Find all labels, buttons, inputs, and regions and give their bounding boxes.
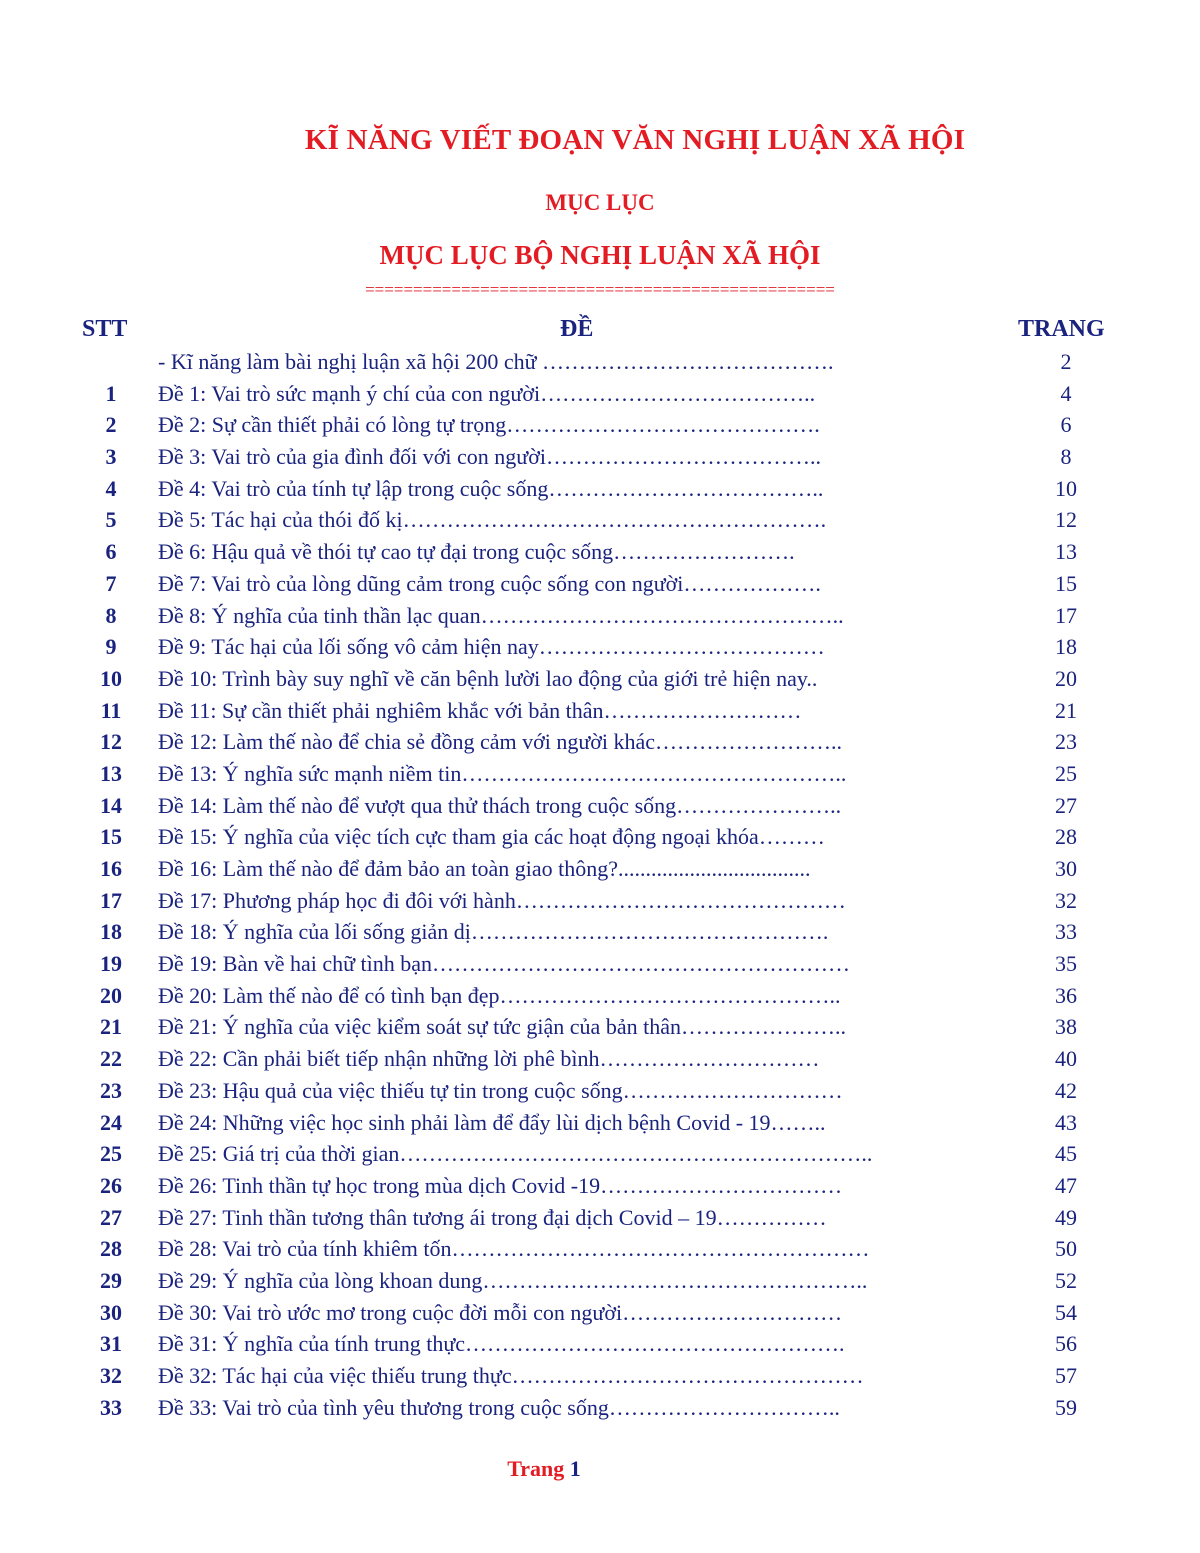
- toc-row: [0, 1360, 1200, 1392]
- toc-row: [0, 885, 1200, 917]
- toc-row-number: 7: [105, 570, 117, 596]
- toc-row-title: Đề 27: Tinh thần tương thân tương ái trong đại dịch Covid – 19……………: [158, 1204, 827, 1230]
- toc-row-number: 14: [100, 792, 122, 818]
- toc-row-title: Đề 7: Vai trò của lòng dũng cảm trong cuộc sống con người……………….: [158, 570, 821, 596]
- toc-row: [0, 948, 1200, 980]
- toc-row-title: Đề 12: Làm thế nào để chia sẻ đồng cảm với người khác……………………..: [158, 729, 843, 755]
- toc-row: [0, 473, 1200, 505]
- toc-row-page: 18: [1055, 634, 1077, 660]
- toc-row-number: 11: [100, 697, 122, 723]
- toc-row-number: 9: [105, 634, 117, 660]
- toc-row-number: 23: [100, 1077, 122, 1103]
- toc-row-title: Đề 11: Sự cần thiết phải nghiêm khắc với bản thân………………………: [158, 697, 802, 723]
- separator-line: =================================================: [365, 280, 835, 299]
- toc-row-page: 47: [1055, 1172, 1077, 1198]
- toc-row-title: Đề 31: Ý nghĩa của tính trung thực…………………………………………….: [158, 1331, 845, 1357]
- toc-row-title: Đề 26: Tinh thần tự học trong mùa dịch Covid -19……………………………: [158, 1172, 843, 1198]
- document-title: KĨ NĂNG VIẾT ĐOẠN VĂN NGHỊ LUẬN XÃ HỘI: [304, 124, 966, 156]
- toc-row-number: 4: [105, 475, 117, 501]
- toc-row: [0, 1265, 1200, 1297]
- toc-row: [0, 1297, 1200, 1329]
- toc-row-number: 12: [100, 729, 122, 755]
- toc-row-number: 22: [100, 1046, 122, 1072]
- toc-row: [0, 409, 1200, 441]
- toc-row-page: 36: [1055, 982, 1077, 1008]
- toc-row-title: Đề 32: Tác hại của việc thiếu trung thực…………………………………………: [158, 1363, 864, 1388]
- toc-row-title: Đề 20: Làm thế nào để có tình bạn đẹp………………………………………..: [158, 982, 841, 1008]
- toc-subheading: MỤC LỤC BỘ NGHỊ LUẬN XÃ HỘI: [379, 240, 821, 270]
- toc-row-page: 28: [1055, 824, 1077, 850]
- toc-row-page: 21: [1055, 697, 1077, 723]
- toc-row: [0, 536, 1200, 568]
- toc-row-page: 54: [1055, 1299, 1077, 1325]
- toc-row-page: 35: [1055, 951, 1077, 977]
- toc-row-title: Đề 15: Ý nghĩa của việc tích cực tham gia các hoạt động ngoại khóa………: [158, 824, 825, 850]
- toc-row-title: Đề 5: Tác hại của thói đố kị………………………………………………….: [158, 507, 827, 533]
- column-header-trang: TRANG: [1018, 316, 1105, 342]
- toc-row: [0, 853, 1200, 885]
- toc-row-page: 45: [1055, 1141, 1077, 1167]
- toc-row: [0, 726, 1200, 758]
- footer-label: Trang: [507, 1456, 565, 1481]
- toc-row-page: 8: [1060, 444, 1072, 470]
- toc-row-title: Đề 13: Ý nghĩa sức mạnh niềm tin……………………………………………..: [158, 760, 847, 786]
- toc-row-page: 17: [1055, 602, 1077, 628]
- toc-row: [0, 378, 1200, 410]
- toc-row: [0, 1043, 1200, 1075]
- toc-row: [0, 504, 1200, 536]
- toc-row-title: Đề 14: Làm thế nào để vượt qua thử thách trong cuộc sống…………………..: [158, 792, 842, 818]
- toc-row-page: 59: [1055, 1394, 1077, 1420]
- toc-row-page: 33: [1055, 919, 1077, 945]
- toc-row-number: 19: [100, 951, 122, 977]
- toc-row-number: 26: [100, 1172, 122, 1198]
- toc-row: [0, 631, 1200, 663]
- toc-row: [0, 1202, 1200, 1234]
- toc-row-title: Đề 2: Sự cần thiết phải có lòng tự trọng…………………………………….: [158, 412, 820, 438]
- toc-row: [0, 1392, 1200, 1424]
- column-header-de: ĐỀ: [560, 316, 594, 342]
- toc-row-page: 27: [1055, 792, 1077, 818]
- toc-row-number: 24: [100, 1109, 122, 1135]
- toc-row-number: 10: [100, 665, 122, 691]
- toc-row-title: Đề 30: Vai trò ước mơ trong cuộc đời mỗi con người…………………………: [158, 1299, 843, 1325]
- toc-row: [0, 568, 1200, 600]
- toc-row-title: Đề 28: Vai trò của tính khiêm tốn…………………………………………………: [158, 1236, 870, 1262]
- toc-row-page: 10: [1055, 475, 1077, 501]
- toc-row-page: 52: [1055, 1267, 1077, 1293]
- toc-row-page: 40: [1055, 1046, 1077, 1072]
- toc-row: [0, 1328, 1200, 1360]
- toc-list: [0, 346, 1200, 1423]
- toc-row-page: 20: [1055, 665, 1077, 691]
- toc-row-number: 2: [105, 412, 117, 438]
- toc-row: [0, 916, 1200, 948]
- toc-row: [0, 790, 1200, 822]
- toc-row-page: 42: [1055, 1077, 1077, 1103]
- toc-row-title: Đề 10: Trình bày suy nghĩ về căn bệnh lười lao động của giới trẻ hiện nay..: [158, 665, 818, 691]
- toc-row-page: 4: [1060, 380, 1072, 406]
- toc-row-page: 50: [1055, 1236, 1077, 1262]
- toc-row: [0, 663, 1200, 695]
- toc-row-title: Đề 19: Bàn về hai chữ tình bạn…………………………………………………: [158, 951, 851, 977]
- toc-row-page: 30: [1055, 856, 1077, 881]
- toc-row-page: 57: [1055, 1363, 1077, 1388]
- toc-row-number: 31: [100, 1331, 122, 1357]
- toc-row-number: 5: [105, 507, 117, 533]
- toc-row: [0, 1107, 1200, 1139]
- toc-row-title: Đề 17: Phương pháp học đi đôi với hành………………………………………: [158, 887, 846, 913]
- toc-row-page: 12: [1055, 507, 1077, 533]
- toc-row: [0, 1011, 1200, 1043]
- toc-row-number: 33: [100, 1394, 122, 1420]
- toc-row-title: Đề 3: Vai trò của gia đình đối với con người………………………………..: [158, 444, 821, 470]
- toc-row: [0, 1170, 1200, 1202]
- toc-row-title: Đề 4: Vai trò của tính tự lập trong cuộc sống………………………………..: [158, 475, 824, 501]
- toc-row: [0, 346, 1200, 378]
- toc-row-page: 56: [1055, 1331, 1077, 1357]
- toc-row-number: 32: [100, 1363, 122, 1388]
- toc-row-number: 18: [100, 919, 122, 945]
- toc-row-number: 28: [100, 1236, 122, 1262]
- toc-row-page: 38: [1055, 1014, 1077, 1040]
- toc-row-title: Đề 22: Cần phải biết tiếp nhận những lời phê bình…………………………: [158, 1046, 820, 1072]
- toc-row-title: Đề 1: Vai trò sức mạnh ý chí của con người………………………………..: [158, 380, 816, 406]
- toc-row: [0, 980, 1200, 1012]
- toc-row-page: 25: [1055, 760, 1077, 786]
- toc-row-title: Đề 8: Ý nghĩa của tinh thần lạc quan…………………………………………..: [158, 602, 844, 628]
- toc-row-number: 16: [100, 856, 122, 881]
- toc-row: [0, 758, 1200, 790]
- toc-row: [0, 441, 1200, 473]
- toc-row-number: 1: [105, 380, 117, 406]
- page-footer: [0, 1456, 1088, 1482]
- toc-row-page: 13: [1055, 539, 1077, 565]
- toc-row-number: 29: [100, 1267, 122, 1293]
- toc-row-number: 6: [105, 539, 117, 565]
- toc-row-page: 43: [1055, 1109, 1077, 1135]
- toc-row-title: Đề 16: Làm thế nào để đảm bảo an toàn giao thông?...................................: [158, 856, 811, 881]
- toc-row-number: 8: [105, 602, 117, 628]
- toc-row-title: Đề 9: Tác hại của lối sống vô cảm hiện nay…………………………………: [158, 634, 825, 660]
- toc-row-title: Đề 18: Ý nghĩa của lối sống giản dị………………………………………….: [158, 919, 829, 945]
- toc-row-number: 21: [100, 1014, 122, 1040]
- toc-row: [0, 821, 1200, 853]
- toc-row-page: 49: [1055, 1204, 1077, 1230]
- toc-row: [0, 1138, 1200, 1170]
- toc-row-number: 27: [100, 1204, 122, 1230]
- toc-row-number: 20: [100, 982, 122, 1008]
- toc-row-page: 23: [1055, 729, 1077, 755]
- toc-heading: MỤC LỤC: [545, 190, 655, 215]
- toc-row-title: Đề 23: Hậu quả của việc thiếu tự tin trong cuộc sống…………………………: [158, 1077, 843, 1103]
- column-header-stt: STT: [82, 316, 128, 342]
- toc-row-number: 15: [100, 824, 122, 850]
- toc-row-page: 32: [1055, 887, 1077, 913]
- toc-row-number: 17: [100, 887, 122, 913]
- toc-row-title: - Kĩ năng làm bài nghị luận xã hội 200 chữ ………………………………….: [158, 349, 834, 374]
- toc-row: [0, 600, 1200, 632]
- footer-page-number: 1: [569, 1456, 581, 1481]
- toc-row-number: 25: [100, 1141, 122, 1167]
- toc-row-title: Đề 29: Ý nghĩa của lòng khoan dung……………………………………………..: [158, 1267, 868, 1293]
- toc-row-title: Đề 24: Những việc học sinh phải làm để đẩy lùi dịch bệnh Covid - 19……..: [158, 1109, 826, 1135]
- toc-row-number: 30: [100, 1299, 122, 1325]
- toc-row-page: 6: [1060, 412, 1072, 438]
- toc-row-title: Đề 25: Giá trị của thời gian………………………………………………………..: [158, 1141, 873, 1167]
- toc-row: [0, 1075, 1200, 1107]
- toc-row-number: 3: [105, 444, 117, 470]
- toc-row-page: 2: [1060, 349, 1072, 374]
- toc-row-title: Đề 6: Hậu quả về thói tự cao tự đại trong cuộc sống…………………….: [158, 539, 795, 565]
- toc-row: [0, 1233, 1200, 1265]
- toc-row-title: Đề 33: Vai trò của tình yêu thương trong cuộc sống…………………………..: [158, 1394, 840, 1420]
- toc-row-page: 15: [1055, 570, 1077, 596]
- toc-row: [0, 695, 1200, 727]
- toc-row-title: Đề 21: Ý nghĩa của việc kiểm soát sự tức giận của bản thân…………………..: [158, 1014, 846, 1040]
- toc-row-number: 13: [100, 760, 122, 786]
